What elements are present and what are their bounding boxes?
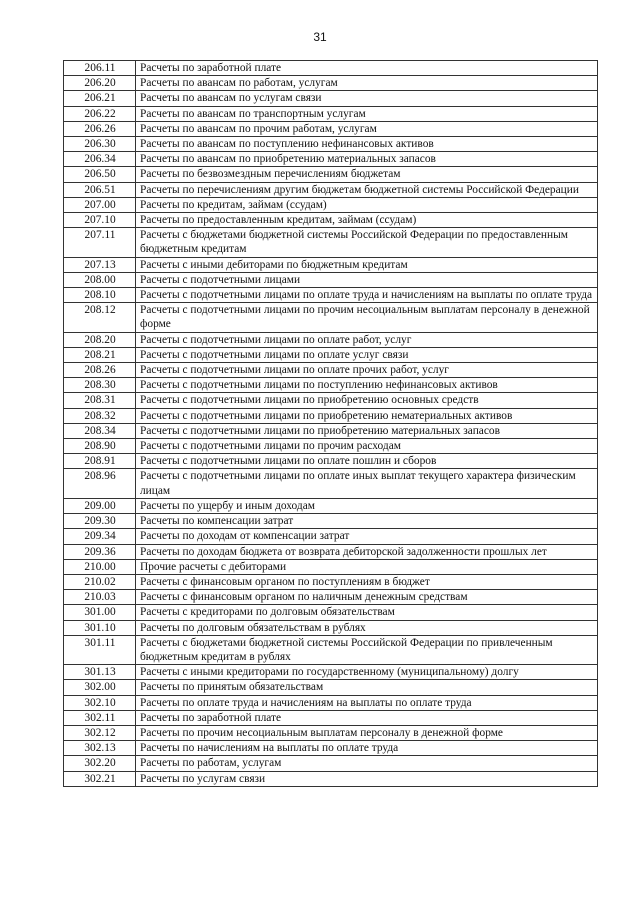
account-name-cell: Расчеты с подотчетными лицами по приобретению нематериальных активов [136, 408, 598, 423]
account-name-cell: Расчеты по оплате труда и начислениям на выплаты по оплате труда [136, 695, 598, 710]
table-row [64, 771, 598, 786]
account-code-cell: 210.00 [64, 559, 136, 574]
table-row [64, 332, 598, 347]
table-row [64, 76, 598, 91]
table-row [64, 529, 598, 544]
table-row [64, 272, 598, 287]
accounts-table [63, 60, 598, 787]
account-name-cell: Расчеты с подотчетными лицами по оплате прочих работ, услуг [136, 363, 598, 378]
table-row [64, 197, 598, 212]
account-code-cell: 208.96 [64, 469, 136, 498]
table-row [64, 590, 598, 605]
account-code-cell: 206.20 [64, 76, 136, 91]
table-row [64, 710, 598, 725]
table-row [64, 288, 598, 303]
account-name-cell: Расчеты по доходам от компенсации затрат [136, 529, 598, 544]
table-row [64, 680, 598, 695]
table-row [64, 620, 598, 635]
account-name-cell: Расчеты с финансовым органом по наличным денежным средствам [136, 590, 598, 605]
account-code-cell: 301.00 [64, 605, 136, 620]
table-row [64, 167, 598, 182]
account-code-cell: 206.22 [64, 106, 136, 121]
table-row [64, 454, 598, 469]
table-row [64, 393, 598, 408]
account-name-cell: Расчеты по заработной плате [136, 710, 598, 725]
account-code-cell: 207.11 [64, 228, 136, 257]
account-code-cell: 208.32 [64, 408, 136, 423]
account-name-cell: Расчеты с подотчетными лицами по приобретению материальных запасов [136, 423, 598, 438]
table-row [64, 574, 598, 589]
account-code-cell: 302.20 [64, 756, 136, 771]
account-code-cell: 210.02 [64, 574, 136, 589]
account-code-cell: 208.31 [64, 393, 136, 408]
table-row [64, 408, 598, 423]
account-name-cell: Расчеты с бюджетами бюджетной системы Российской Федерации по предоставленным бюджетным кредитам [136, 228, 598, 257]
account-code-cell: 207.00 [64, 197, 136, 212]
account-name-cell: Расчеты по прочим несоциальным выплатам персоналу в денежной форме [136, 725, 598, 740]
table-row [64, 514, 598, 529]
account-code-cell: 209.34 [64, 529, 136, 544]
account-name-cell: Расчеты с подотчетными лицами по оплате пошлин и сборов [136, 454, 598, 469]
account-code-cell: 208.20 [64, 332, 136, 347]
account-code-cell: 209.36 [64, 544, 136, 559]
table-row [64, 635, 598, 664]
table-row [64, 106, 598, 121]
account-name-cell: Прочие расчеты с дебиторами [136, 559, 598, 574]
table-row [64, 303, 598, 332]
account-code-cell: 206.21 [64, 91, 136, 106]
account-name-cell: Расчеты по услугам связи [136, 771, 598, 786]
account-code-cell: 302.00 [64, 680, 136, 695]
account-name-cell: Расчеты по кредитам, займам (ссудам) [136, 197, 598, 212]
account-code-cell: 302.21 [64, 771, 136, 786]
account-name-cell: Расчеты с подотчетными лицами по оплате иных выплат текущего характера физическим лицам [136, 469, 598, 498]
account-name-cell: Расчеты по работам, услугам [136, 756, 598, 771]
table-row [64, 137, 598, 152]
table-row [64, 756, 598, 771]
account-name-cell: Расчеты по начислениям на выплаты по оплате труда [136, 741, 598, 756]
table-row [64, 213, 598, 228]
account-name-cell: Расчеты по предоставленным кредитам, займам (ссудам) [136, 213, 598, 228]
account-name-cell: Расчеты по авансам по приобретению материальных запасов [136, 152, 598, 167]
account-code-cell: 301.10 [64, 620, 136, 635]
account-name-cell: Расчеты по принятым обязательствам [136, 680, 598, 695]
table-row [64, 665, 598, 680]
account-code-cell: 208.26 [64, 363, 136, 378]
table-row [64, 725, 598, 740]
account-name-cell: Расчеты с подотчетными лицами по приобретению основных средств [136, 393, 598, 408]
account-name-cell: Расчеты по авансам по поступлению нефинансовых активов [136, 137, 598, 152]
table-row [64, 498, 598, 513]
table-row [64, 347, 598, 362]
account-code-cell: 208.21 [64, 347, 136, 362]
account-name-cell: Расчеты с подотчетными лицами по оплате труда и начислениям на выплаты по оплате труда [136, 288, 598, 303]
account-code-cell: 206.30 [64, 137, 136, 152]
account-code-cell: 301.11 [64, 635, 136, 664]
account-code-cell: 206.50 [64, 167, 136, 182]
table-row [64, 605, 598, 620]
account-name-cell: Расчеты с подотчетными лицами по оплате работ, услуг [136, 332, 598, 347]
account-name-cell: Расчеты с подотчетными лицами по прочим несоциальным выплатам персоналу в денежной форме [136, 303, 598, 332]
account-code-cell: 207.10 [64, 213, 136, 228]
account-name-cell: Расчеты по доходам бюджета от возврата дебиторской задолженности прошлых лет [136, 544, 598, 559]
table-row [64, 469, 598, 498]
account-code-cell: 208.90 [64, 439, 136, 454]
account-code-cell: 206.34 [64, 152, 136, 167]
table-row [64, 182, 598, 197]
table-row [64, 695, 598, 710]
table-row [64, 257, 598, 272]
account-code-cell: 208.00 [64, 272, 136, 287]
account-code-cell: 208.12 [64, 303, 136, 332]
account-name-cell: Расчеты по безвозмездным перечислениям бюджетам [136, 167, 598, 182]
account-code-cell: 208.91 [64, 454, 136, 469]
account-name-cell: Расчеты с бюджетами бюджетной системы Российской Федерации по привлеченным бюджетным кредитам в рублях [136, 635, 598, 664]
account-code-cell: 206.11 [64, 61, 136, 76]
account-code-cell: 302.12 [64, 725, 136, 740]
table-row [64, 228, 598, 257]
account-code-cell: 210.03 [64, 590, 136, 605]
table-row [64, 363, 598, 378]
account-code-cell: 206.26 [64, 121, 136, 136]
account-code-cell: 302.13 [64, 741, 136, 756]
table-row [64, 152, 598, 167]
account-code-cell: 301.13 [64, 665, 136, 680]
table-row [64, 378, 598, 393]
table-row [64, 121, 598, 136]
account-code-cell: 209.30 [64, 514, 136, 529]
accounts-table-body [64, 61, 598, 787]
account-code-cell: 208.10 [64, 288, 136, 303]
account-name-cell: Расчеты по авансам по услугам связи [136, 91, 598, 106]
account-name-cell: Расчеты по ущербу и иным доходам [136, 498, 598, 513]
account-name-cell: Расчеты по авансам по прочим работам, услугам [136, 121, 598, 136]
table-row [64, 439, 598, 454]
account-code-cell: 208.30 [64, 378, 136, 393]
table-row [64, 559, 598, 574]
account-code-cell: 302.11 [64, 710, 136, 725]
table-row [64, 423, 598, 438]
account-name-cell: Расчеты с кредиторами по долговым обязательствам [136, 605, 598, 620]
account-name-cell: Расчеты с подотчетными лицами по оплате услуг связи [136, 347, 598, 362]
table-row [64, 91, 598, 106]
account-name-cell: Расчеты по авансам по работам, услугам [136, 76, 598, 91]
table-row [64, 61, 598, 76]
account-name-cell: Расчеты с финансовым органом по поступлениям в бюджет [136, 574, 598, 589]
table-row [64, 544, 598, 559]
account-code-cell: 208.34 [64, 423, 136, 438]
account-name-cell: Расчеты по авансам по транспортным услугам [136, 106, 598, 121]
account-code-cell: 209.00 [64, 498, 136, 513]
account-name-cell: Расчеты с подотчетными лицами по прочим расходам [136, 439, 598, 454]
account-code-cell: 206.51 [64, 182, 136, 197]
account-name-cell: Расчеты с иными дебиторами по бюджетным кредитам [136, 257, 598, 272]
account-name-cell: Расчеты по заработной плате [136, 61, 598, 76]
account-code-cell: 302.10 [64, 695, 136, 710]
account-name-cell: Расчеты с иными кредиторами по государственному (муниципальному) долгу [136, 665, 598, 680]
page-number: 31 [313, 30, 327, 44]
account-name-cell: Расчеты по долговым обязательствам в рублях [136, 620, 598, 635]
table-row [64, 741, 598, 756]
account-name-cell: Расчеты с подотчетными лицами по поступлению нефинансовых активов [136, 378, 598, 393]
account-code-cell: 207.13 [64, 257, 136, 272]
account-name-cell: Расчеты по компенсации затрат [136, 514, 598, 529]
account-name-cell: Расчеты с подотчетными лицами [136, 272, 598, 287]
account-name-cell: Расчеты по перечислениям другим бюджетам бюджетной системы Российской Федерации [136, 182, 598, 197]
